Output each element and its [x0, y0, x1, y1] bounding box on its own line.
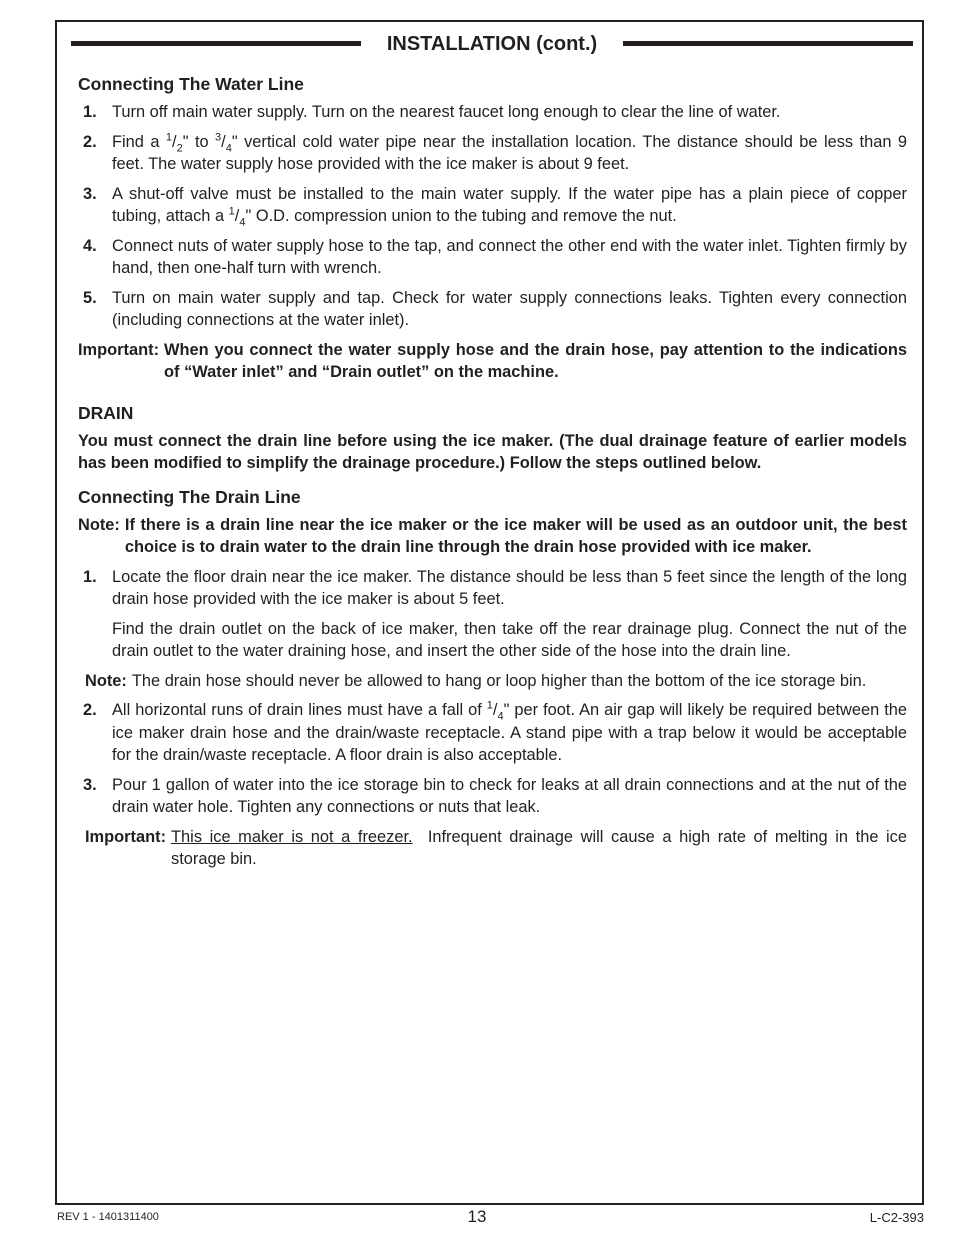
note-label: Note: — [78, 515, 120, 534]
item-number: 1. — [83, 567, 97, 586]
list-item — [78, 287, 907, 332]
important-text: When you connect the water supply hose and the drain hose, pay attention to the indications of “Water inlet” and “Drain outlet” on the machine. — [164, 340, 907, 381]
revision-code: REV 1 - 1401311400 — [57, 1211, 159, 1223]
note-text: If there is a drain line near the ice maker or the ice maker will be used as an outdoor unit, the best choice is to drain water to the drain line through the drain hose provided with ice maker. — [124, 515, 907, 556]
item-text: A shut-off valve must be installed to the main water supply. If the water pipe has a plain piece of copper tubing, attach a $^1/_4$" O.D. compression union to the tubing and remove the nut. — [112, 184, 907, 229]
item-text: Turn on main water supply and tap. Check for water supply connections leaks. Tighten every connection (including connections at the water inlet). — [112, 288, 907, 329]
note-callout — [78, 670, 907, 693]
text-run: " to — [182, 132, 216, 151]
important-text — [171, 826, 907, 871]
item-number: 2. — [83, 701, 97, 719]
list-item — [78, 131, 907, 176]
item-text: All horizontal runs of drain lines must have a fall of $^1/_4$" per foot. An air gap will likely be required between the ice maker drain hose and the drain/waste receptacle. A stand pipe with a trap below it would be acceptable for the drain/waste receptacle. A floor drain is also acceptable. — [112, 699, 907, 764]
important-underlined-text: This ice maker is not a freezer. — [171, 827, 413, 846]
important-rest-text: Infrequent drainage will cause a high rate of melting in the ice storage bin. — [171, 827, 907, 868]
fraction-denominator: 4 — [497, 710, 504, 723]
page-number: 13 — [467, 1207, 487, 1226]
important-label: Important: — [78, 340, 160, 359]
note-label: Note: — [85, 671, 127, 690]
note-text: The drain hose should never be allowed to hang or loop higher than the bottom of the ice storage bin. — [131, 671, 867, 690]
fraction-numerator: 1 — [486, 699, 493, 712]
item-text: Locate the floor drain near the ice maker. The distance should be less than 5 feet since the length of the long drain hose provided with the ice maker is about 5 feet. — [112, 567, 907, 608]
important-callout — [78, 826, 907, 871]
text-run: " per foot. An air gap will likely be required between the ice maker drain hose and the drain/waste receptacle. A stand pipe with a trap below it would be acceptable for the drain/waste receptacle. A floor drain is also acceptable. — [112, 701, 907, 764]
note-callout — [78, 514, 907, 559]
fraction-numerator: 1 — [228, 205, 235, 218]
list-item — [78, 774, 907, 819]
list-item — [78, 566, 907, 611]
fraction-denominator: 2 — [176, 141, 183, 154]
list-item — [78, 699, 907, 767]
text-run: Find a — [112, 132, 166, 151]
item-number: 2. — [83, 132, 97, 151]
item-text: Find a $^1/_2$" to $^3/_4$" vertical cold water pipe near the installation location. The distance should be less than 9 feet. The water supply hose provided with the ice maker is about 9 feet. — [112, 131, 907, 173]
text-run: A shut-off valve must be installed to the main water supply. If the water pipe has a plain piece of copper tubing, attach a — [112, 184, 907, 225]
header-rule-right — [623, 41, 913, 46]
item-number: 3. — [83, 775, 97, 794]
item-text: Pour 1 gallon of water into the ice storage bin to check for leaks at all drain connections and at the nut of the drain water hole. Tighten any connections or nuts that leak. — [112, 775, 907, 816]
water-line-heading: Connecting The Water Line — [78, 74, 304, 94]
item-text: Turn off main water supply. Turn on the nearest faucet long enough to clear the line of water. — [112, 103, 781, 121]
fraction-denominator: 4 — [239, 216, 246, 229]
list-item — [78, 235, 907, 280]
page-title: INSTALLATION (cont.) — [386, 33, 598, 55]
item-number: 1. — [83, 103, 97, 121]
document-code: L-C2-393 — [869, 1210, 924, 1225]
item-text: Connect nuts of water supply hose to the tap, and connect the other end with the water inlet. Tighten firmly by hand, then one-half turn with wrench. — [112, 236, 907, 277]
main-content — [78, 72, 907, 878]
item-number: 4. — [83, 236, 97, 255]
text-run: " vertical cold water pipe near the installation location. The distance should be less than 9 feet. The water supply hose provided with the ice maker is about 9 feet. — [112, 132, 907, 173]
important-label: Important: — [85, 827, 167, 846]
item-paragraph: Find the drain outlet on the back of ice maker, then take off the rear drainage plug. Connect the nut of the drain outlet to the water draining hose, and insert the other side of the hose into the drain line. — [112, 619, 907, 660]
section-header — [71, 30, 913, 58]
list-item — [78, 101, 907, 124]
drain-heading: DRAIN — [78, 402, 134, 423]
item-number: 5. — [83, 288, 97, 307]
list-item — [78, 183, 907, 228]
text-run: All horizontal runs of drain lines must have a fall of — [112, 701, 487, 719]
header-rule-left — [71, 41, 361, 46]
fraction-numerator: 3 — [215, 131, 222, 144]
item-number: 3. — [83, 184, 97, 203]
fraction-numerator: 1 — [165, 131, 172, 144]
fraction-denominator: 4 — [225, 141, 232, 154]
drain-line-heading: Connecting The Drain Line — [78, 486, 301, 507]
drain-intro: You must connect the drain line before using the ice maker. (The dual drainage feature of earlier models has been modified to simplify the drainage procedure.) Follow the steps outlined below. — [78, 431, 907, 472]
text-run: " O.D. compression union to the tubing and remove the nut. — [245, 207, 677, 225]
important-callout — [78, 339, 907, 384]
